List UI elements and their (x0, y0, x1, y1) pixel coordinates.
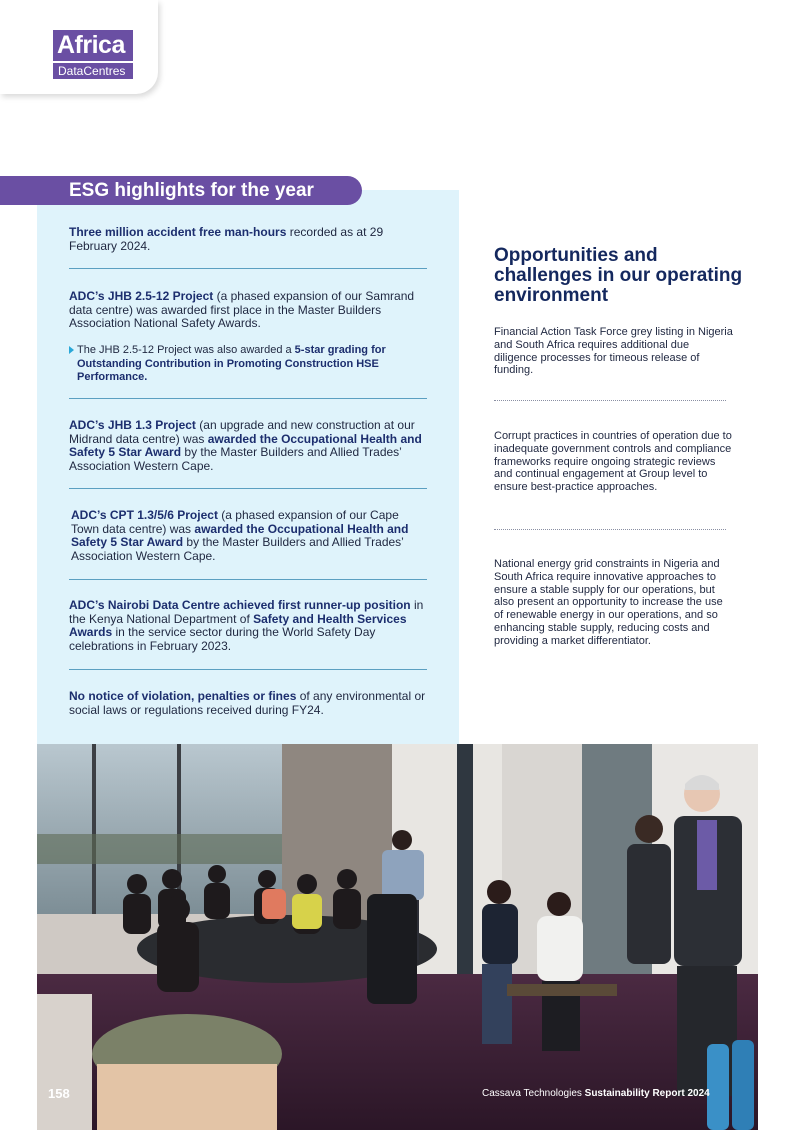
esg-sub-text: The JHB 2.5-12 Project was also awarded a (77, 344, 295, 356)
esg-item-text: recorded as at 29 February 2024. (69, 225, 384, 253)
company-logo (53, 30, 133, 79)
esg-divider (69, 398, 427, 399)
esg-sub-bullet (69, 344, 409, 385)
esg-item-bold: awarded the Occupational Health and Safety 5 Star Award (69, 431, 422, 459)
esg-item-bold: Three million accident free man-hours (69, 225, 287, 239)
esg-item-text: in the Kenya National Department of (69, 598, 424, 626)
esg-item-text: by the Master Builders and Allied Trades’ Association Western Cape. (71, 535, 404, 563)
esg-divider (69, 669, 427, 670)
esg-item-nairobi (69, 599, 427, 653)
esg-item-text: in the service sector during the World Safety Day celebrations in February 2023. (69, 625, 376, 653)
esg-divider (69, 488, 427, 489)
meeting-photo (37, 744, 758, 1130)
esg-item-no-violations (69, 690, 427, 717)
esg-item-text: of any environmental or social laws or regulations received during FY24. (69, 689, 426, 717)
opportunities-title: Opportunities and challenges in our operating environment (494, 245, 743, 306)
logo-word-datacentres: DataCentres (53, 63, 133, 79)
esg-section-header (0, 176, 362, 205)
esg-section-title: ESG highlights for the year (69, 180, 314, 201)
esg-item-text: (a phased expansion of our Cape Town data centre) was (71, 508, 399, 536)
esg-sub-bold: 5-star grading for Outstanding Contribution in Promoting Construction HSE Performance. (77, 344, 386, 383)
esg-divider (69, 579, 427, 580)
esg-divider (69, 268, 427, 269)
logo-word-africa: Africa (53, 30, 133, 61)
opportunity-paragraph: Financial Action Task Force grey listing in Nigeria and South Africa requires additional due diligence processes for timeous release of funding. (494, 326, 733, 377)
esg-item-text: (an upgrade and new construction at our Midrand data centre) was (69, 418, 415, 446)
logo-tab (0, 0, 158, 94)
report-footer-title: Sustainability Report 2024 (584, 1088, 710, 1099)
report-footer (482, 1088, 710, 1099)
esg-item-jhb-2-5-12 (69, 290, 427, 331)
esg-item-bold: awarded the Occupational Health and Safety 5 Star Award (71, 521, 409, 549)
esg-item-bold: ADC’s JHB 1.3 Project (69, 418, 196, 432)
esg-item-text: (a phased expansion of our Samrand data centre) was awarded first place in the Master Builders Association National Safety Awards. (69, 289, 415, 330)
opportunity-paragraph: National energy grid constraints in Nigeria and South Africa require innovative approaches to ensure a stable supply for our operations, but also present an opportunity to increase the use of renewable energy in our operations, and so enhancing stable supply, reducing costs and providing a market differentiator. (494, 558, 723, 647)
esg-item-text: by the Master Builders and Allied Trades’ Association Western Cape. (69, 445, 402, 473)
esg-item-bold: ADC’s Nairobi Data Centre achieved first runner-up position (69, 598, 411, 612)
esg-item-cpt-1-3-5-6 (71, 509, 429, 563)
esg-item-jhb-1-3 (69, 419, 427, 473)
page-number: 158 (48, 1086, 70, 1101)
dotted-divider (494, 529, 726, 530)
esg-item-bold: ADC’s CPT 1.3/5/6 Project (71, 508, 218, 522)
meeting-photo-illustration (37, 744, 758, 1130)
esg-item-bold: Safety and Health Services Awards (69, 611, 407, 639)
esg-item-accident-free (69, 226, 427, 253)
bullet-triangle-icon (69, 346, 74, 354)
report-footer-prefix: Cassava Technologies (482, 1088, 585, 1099)
esg-item-bold: No notice of violation, penalties or fines (69, 689, 297, 703)
opportunity-paragraph: Corrupt practices in countries of operation due to inadequate government controls and compliance frameworks require ongoing strategic reviews and continual engagement at Group level to ensure best-practice approaches. (494, 430, 732, 494)
esg-item-bold: ADC’s JHB 2.5-12 Project (69, 289, 214, 303)
dotted-divider (494, 400, 726, 401)
